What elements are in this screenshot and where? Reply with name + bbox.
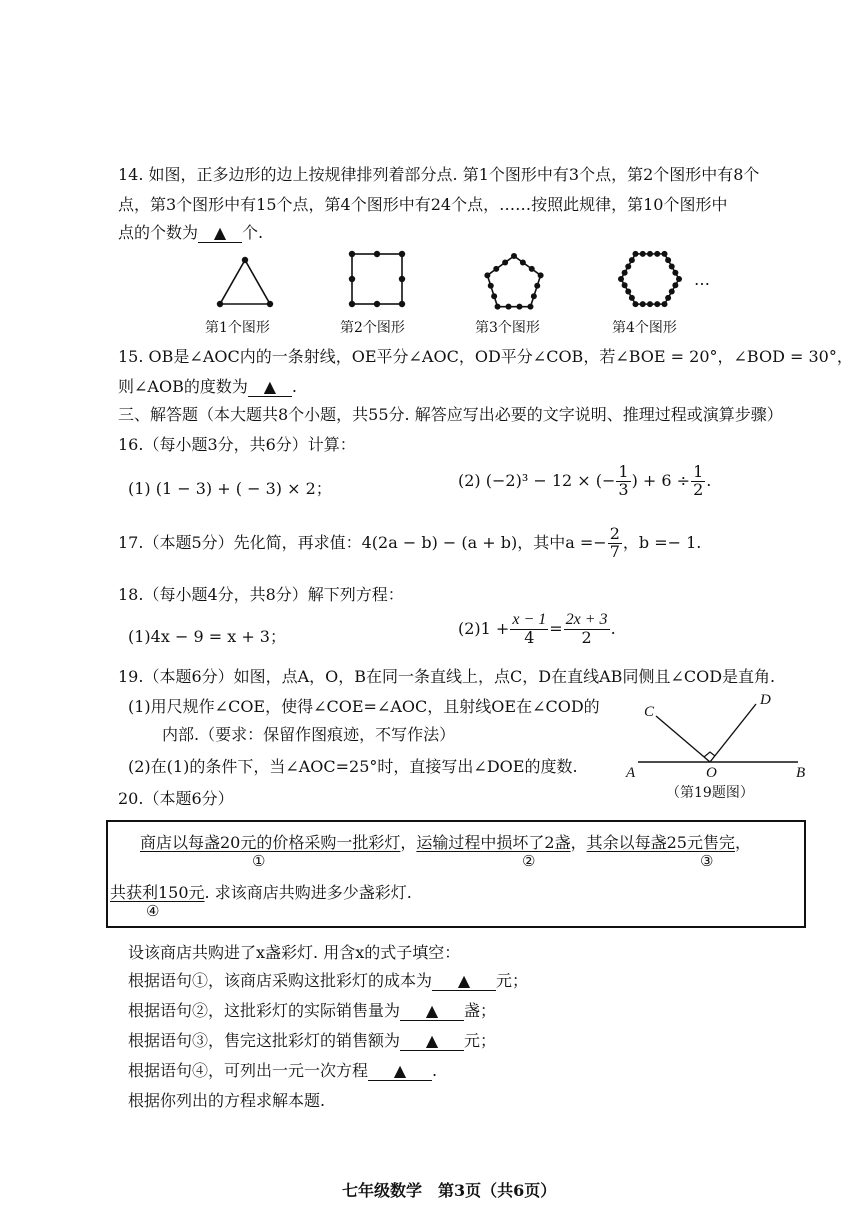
hex-dot (672, 270, 678, 276)
hex-dot (665, 295, 671, 301)
q20-box-tail: . 求该商店共购进多少盏彩灯. (204, 883, 412, 902)
q16-part2-post: . (706, 470, 712, 490)
q20-line2 (128, 998, 496, 1021)
q18-frac2-num: 2x + 3 (565, 611, 608, 628)
q17-frac-den: 7 (609, 541, 620, 561)
pent-dot (502, 259, 508, 265)
pent-dot (484, 272, 490, 278)
q18-frac1-num: x − 1 (512, 611, 547, 628)
q20-line3-post: 元； (464, 1031, 497, 1050)
q20-line1 (128, 968, 528, 991)
hex-dot (662, 251, 668, 257)
hex-dot (672, 282, 678, 288)
pent-dot (529, 266, 535, 272)
q20-mark-4: ④ (146, 902, 160, 920)
q14-line2: 点，第3个图形中有15个点，第4个图形中有24个点，……按照此规律，第10个图形中 (118, 195, 728, 214)
q18-frac2-den: 2 (581, 627, 592, 647)
q16-frac1-den: 3 (618, 479, 629, 499)
q20-sentence-4: 共获利150元 (110, 883, 205, 902)
q14-figure-hexagon (616, 248, 684, 310)
q15-line2-pre: 则∠AOB的度数为 (118, 377, 248, 396)
q14-fig-label-1: 第1个图形 (205, 320, 270, 336)
pent-dot (506, 304, 512, 310)
pent-outline (487, 256, 540, 307)
pent-dot (527, 304, 533, 310)
q16-head: 16.（每小题3分，共6分）计算： (118, 435, 356, 454)
q20-line2-post: 盏； (464, 1001, 497, 1020)
q18-frac-2 (564, 612, 610, 647)
q16-part1: (1) (1 − 3) + ( − 3) × 2； (128, 479, 332, 498)
q14-answer-blank[interactable]: ▲ (198, 224, 242, 243)
q14-figure-triangle (210, 252, 280, 312)
q20-sentence-2: 运输过程中损坏了2盏 (416, 833, 571, 852)
q16-frac-1-3 (616, 464, 630, 499)
q16-part2-pre: (2) (−2)³ − 12 × (− (458, 470, 616, 490)
q20-intro: 设该商店共购进了x盏彩灯. 用含x的式子填空： (128, 943, 461, 962)
q17-pre: 17.（本题5分）先化简，再求值：4(2a − b) − (a + b)，其中a =− (118, 532, 607, 552)
q20-blank-1[interactable]: ▲ (432, 972, 496, 991)
q19-head: 19.（本题6分）如图，点A，O，B在同一条直线上，点C，D在直线AB同侧且∠COD是直角. (118, 667, 776, 686)
q14-fig-label-2: 第2个图形 (340, 320, 405, 336)
pent-dot (511, 253, 517, 259)
q20-head: 20.（本题6分） (118, 789, 234, 808)
pent-dot (491, 293, 497, 299)
q19-label-b: B (796, 765, 806, 781)
q15-line1: 15. OB是∠AOC内的一条射线，OE平分∠AOC，OD平分∠COB，若∠BOE = 20°，∠BOD = 30°， (118, 347, 853, 366)
q20-line4-pre: 根据语句④，可列出一元一次方程 (128, 1061, 369, 1080)
hex-dot (647, 301, 653, 307)
hex-dot (640, 301, 646, 307)
q20-line3-pre: 根据语句③，售完这批彩灯的销售额为 (128, 1031, 401, 1050)
pent-dot (520, 259, 526, 265)
q14-line3 (118, 220, 263, 243)
q20-line2-pre: 根据语句②，这批彩灯的实际销售量为 (128, 1001, 401, 1020)
q16-frac2-den: 2 (693, 479, 704, 499)
q20-line1-pre: 根据语句①，该商店采购这批彩灯的成本为 (128, 971, 433, 990)
q20-sep-2: ， (570, 833, 587, 852)
q16-frac1-num: 1 (618, 462, 629, 481)
q16-part2 (458, 464, 711, 499)
q20-line3 (128, 1028, 496, 1051)
page-footer: 七年级数学 第3页（共6页） (342, 1181, 557, 1200)
q16-part2-mid: ) + 6 ÷ (631, 470, 691, 490)
hex-dot (633, 251, 639, 257)
q17-line (118, 526, 701, 561)
q17-frac (608, 526, 622, 561)
q14-fig-label-4: 第4个图形 (612, 320, 677, 336)
q20-sentence-1: 商店以每盏20元的价格采购一批彩灯 (140, 833, 401, 852)
q20-sep-3: ， (734, 833, 751, 852)
hex-dot (665, 257, 671, 263)
hex-dot (662, 301, 668, 307)
hex-dot (669, 289, 675, 295)
hex-dot (640, 251, 646, 257)
q15-line2-post: . (291, 377, 297, 396)
q14-line1: 14. 如图，正多边形的边上按规律排列着部分点. 第1个图形中有3个点，第2个图形中有8个 (118, 165, 760, 184)
q20-box-line2 (110, 880, 412, 903)
q18-part2-pre: (2)1 + (458, 618, 510, 638)
hex-dot (622, 270, 628, 276)
q19-caption: （第19题图） (666, 785, 754, 801)
q18-head: 18.（每小题4分，共8分）解下列方程： (118, 585, 404, 604)
q14-line3-pre: 点的个数为 (118, 223, 199, 242)
q16-frac-1-2 (691, 464, 705, 499)
q20-mark-2: ② (522, 852, 536, 870)
hex-dot (629, 295, 635, 301)
q15-answer-blank[interactable]: ▲ (248, 378, 292, 397)
q19-label-a: A (626, 765, 636, 781)
hex-dot (654, 301, 660, 307)
q18-frac1-den: 4 (524, 627, 535, 647)
q20-line4 (128, 1058, 437, 1081)
q18-part1: (1)4x − 9 = x + 3； (128, 627, 286, 646)
hex-dot (618, 276, 624, 282)
q20-blank-4[interactable]: ▲ (368, 1062, 432, 1081)
q19-part1a: (1)用尺规作∠COE，使得∠COE=∠AOC，且射线OE在∠COD的 (128, 697, 600, 716)
q15-line2 (118, 374, 297, 397)
q14-figure-square (344, 246, 410, 312)
hex-dot (676, 276, 682, 282)
q19-part2: (2)在(1)的条件下，当∠AOC=25°时，直接写出∠DOE的度数. (128, 757, 578, 776)
q20-sep-1: ， (400, 833, 417, 852)
hex-dot (625, 263, 631, 269)
q20-line5: 根据你列出的方程求解本题. (128, 1091, 326, 1110)
q20-mark-3: ③ (700, 852, 714, 870)
hex-dot (633, 301, 639, 307)
q17-frac-num: 2 (609, 524, 620, 543)
hex-dot (669, 263, 675, 269)
pent-dot (531, 293, 537, 299)
hex-dot (629, 257, 635, 263)
q18-equals: = (549, 618, 563, 638)
hex-dot (647, 251, 653, 257)
pent-dot (493, 266, 499, 272)
pent-dot (538, 272, 544, 278)
q16-frac2-num: 1 (693, 462, 704, 481)
q20-mark-1: ① (252, 852, 266, 870)
q19-label-c: C (644, 704, 655, 720)
q19-part1b: 内部.（要求：保留作图痕迹，不写作法） (162, 725, 456, 744)
q14-line3-post: 个. (242, 223, 264, 242)
q17-post: ，b =− 1. (622, 532, 702, 552)
q20-line1-post: 元； (496, 971, 529, 990)
pent-dot (534, 283, 540, 289)
q19-label-o: O (706, 765, 717, 781)
q20-box-line1 (140, 830, 751, 853)
q19-label-d: D (760, 692, 771, 708)
pent-dot (516, 304, 522, 310)
hex-dot (654, 251, 660, 257)
q20-sentence-3: 其余以每盏25元售完 (586, 833, 735, 852)
hex-dot (622, 282, 628, 288)
pent-dot (495, 304, 501, 310)
q18-part2-post: . (610, 618, 616, 638)
q18-frac-1 (510, 612, 548, 647)
q20-blank-2[interactable]: ▲ (400, 1002, 464, 1021)
q20-line4-post: . (432, 1061, 438, 1080)
pent-dot (488, 283, 494, 289)
section3-heading: 三、解答题（本大题共8个小题，共55分. 解答应写出必要的文字说明、推理过程或演算步骤） (118, 405, 783, 424)
q14-figure-pentagon (480, 248, 548, 314)
q14-fig-label-3: 第3个图形 (475, 320, 540, 336)
q20-blank-3[interactable]: ▲ (400, 1032, 464, 1051)
q18-part2 (458, 612, 616, 647)
q14-ellipsis: … (694, 270, 710, 289)
hex-dot (625, 289, 631, 295)
